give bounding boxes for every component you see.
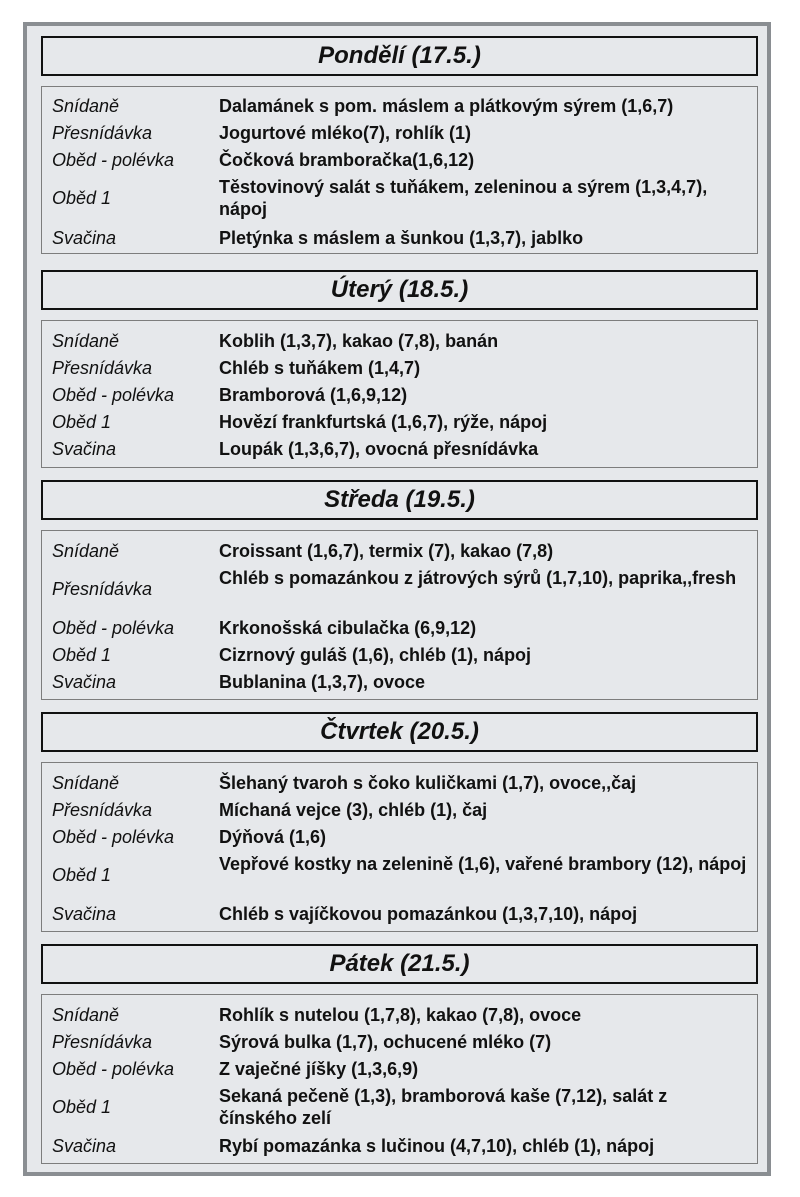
- menu-row: [42, 644, 757, 666]
- meal-label: Snídaně: [52, 96, 120, 116]
- meal-dish: Dýňová (1,6): [219, 827, 327, 847]
- meal-dish: Míchaná vejce (3), chléb (1), čaj: [219, 800, 488, 820]
- meal-dish: Bublanina (1,3,7), ovoce: [219, 672, 426, 692]
- meal-label: Svačina: [52, 1136, 117, 1156]
- menu-row: [42, 903, 757, 925]
- meal-dish: Chléb s tuňákem (1,4,7): [219, 358, 421, 378]
- meal-label: Oběd - polévka: [52, 618, 175, 638]
- meal-label: Přesnídávka: [52, 1032, 153, 1052]
- meal-dish: Krkonošská cibulačka (6,9,12): [219, 618, 477, 638]
- menu-row: [42, 799, 757, 821]
- meal-dish: Těstovinový salát s tuňákem, zeleninou a sýrem (1,3,4,7), nápoj: [219, 177, 708, 219]
- meal-label: Svačina: [52, 228, 117, 248]
- meal-label: Svačina: [52, 439, 117, 459]
- meal-label: Oběd - polévka: [52, 1059, 175, 1079]
- day-menu: [41, 994, 758, 1164]
- meal-label: Snídaně: [52, 773, 120, 793]
- menu-row: [42, 567, 757, 611]
- meal-dish: Rybí pomazánka s lučinou (4,7,10), chléb (1), nápoj: [219, 1136, 655, 1156]
- meal-label: Přesnídávka: [52, 123, 153, 143]
- day-header: Pondělí (17.5.): [41, 36, 758, 76]
- meal-dish: Chléb s pomazánkou z játrových sýrů (1,7,10), paprika,,fresh: [219, 568, 737, 588]
- day-header: Úterý (18.5.): [41, 270, 758, 310]
- menu-row: [42, 357, 757, 379]
- meal-dish: Pletýnka s máslem a šunkou (1,3,7), jablko: [219, 228, 584, 248]
- meal-label: Snídaně: [52, 1005, 120, 1025]
- meal-label: Oběd 1: [52, 1097, 112, 1117]
- day-menu: [41, 320, 758, 468]
- meal-label: Svačina: [52, 904, 117, 924]
- menu-row: [42, 853, 757, 897]
- menu-row: [42, 330, 757, 352]
- meal-dish: Sýrová bulka (1,7), ochucené mléko (7): [219, 1032, 552, 1052]
- menu-row: [42, 540, 757, 562]
- day-header: Čtvrtek (20.5.): [41, 712, 758, 752]
- menu-frame: [23, 22, 771, 1176]
- menu-row: [42, 176, 757, 220]
- menu-row: [42, 411, 757, 433]
- meal-label: Oběd 1: [52, 188, 112, 208]
- menu-row: [42, 826, 757, 848]
- menu-row: [42, 1004, 757, 1026]
- menu-row: [42, 438, 757, 460]
- menu-row: [42, 384, 757, 406]
- menu-row: [42, 122, 757, 144]
- meal-label: Snídaně: [52, 331, 120, 351]
- meal-dish: Čočková bramboračka(1,6,12): [219, 150, 475, 170]
- meal-label: Oběd 1: [52, 412, 112, 432]
- meal-dish: Cizrnový guláš (1,6), chléb (1), nápoj: [219, 645, 532, 665]
- menu-row: [42, 772, 757, 794]
- day-menu: [41, 530, 758, 700]
- menu-row: [42, 95, 757, 117]
- menu-row: [42, 149, 757, 171]
- menu-row: [42, 1058, 757, 1080]
- meal-label: Přesnídávka: [52, 579, 153, 599]
- menu-row: [42, 1085, 757, 1129]
- meal-label: Svačina: [52, 672, 117, 692]
- meal-label: Snídaně: [52, 541, 120, 561]
- meal-label: Oběd 1: [52, 865, 112, 885]
- meal-label: Oběd - polévka: [52, 827, 175, 847]
- meal-dish: Hovězí frankfurtská (1,6,7), rýže, nápoj: [219, 412, 548, 432]
- menu-row: [42, 1031, 757, 1053]
- meal-label: Přesnídávka: [52, 358, 153, 378]
- menu-row: [42, 617, 757, 639]
- meal-dish: Jogurtové mléko(7), rohlík (1): [219, 123, 472, 143]
- meal-dish: Vepřové kostky na zelenině (1,6), vařené brambory (12), nápoj: [219, 854, 747, 874]
- meal-label: Přesnídávka: [52, 800, 153, 820]
- meal-label: Oběd 1: [52, 645, 112, 665]
- meal-dish: Koblih (1,3,7), kakao (7,8), banán: [219, 331, 499, 351]
- meal-dish: Bramborová (1,6,9,12): [219, 385, 408, 405]
- meal-label: Oběd - polévka: [52, 385, 175, 405]
- day-header: Pátek (21.5.): [41, 944, 758, 984]
- meal-dish: Šlehaný tvaroh s čoko kuličkami (1,7), ovoce,,čaj: [219, 773, 637, 793]
- menu-row: [42, 227, 757, 249]
- meal-dish: Rohlík s nutelou (1,7,8), kakao (7,8), ovoce: [219, 1005, 582, 1025]
- day-menu: [41, 762, 758, 932]
- meal-dish: Croissant (1,6,7), termix (7), kakao (7,8): [219, 541, 554, 561]
- menu-row: [42, 1135, 757, 1157]
- menu-row: [42, 671, 757, 693]
- meal-dish: Chléb s vajíčkovou pomazánkou (1,3,7,10), nápoj: [219, 904, 638, 924]
- meal-dish: Sekaná pečeně (1,3), bramborová kaše (7,12), salát z čínského zelí: [219, 1086, 668, 1128]
- day-menu: [41, 86, 758, 254]
- meal-dish: Loupák (1,3,6,7), ovocná přesnídávka: [219, 439, 539, 459]
- day-header: Středa (19.5.): [41, 480, 758, 520]
- meal-dish: Z vaječné jíšky (1,3,6,9): [219, 1059, 419, 1079]
- meal-dish: Dalamánek s pom. máslem a plátkovým sýrem (1,6,7): [219, 96, 674, 116]
- meal-label: Oběd - polévka: [52, 150, 175, 170]
